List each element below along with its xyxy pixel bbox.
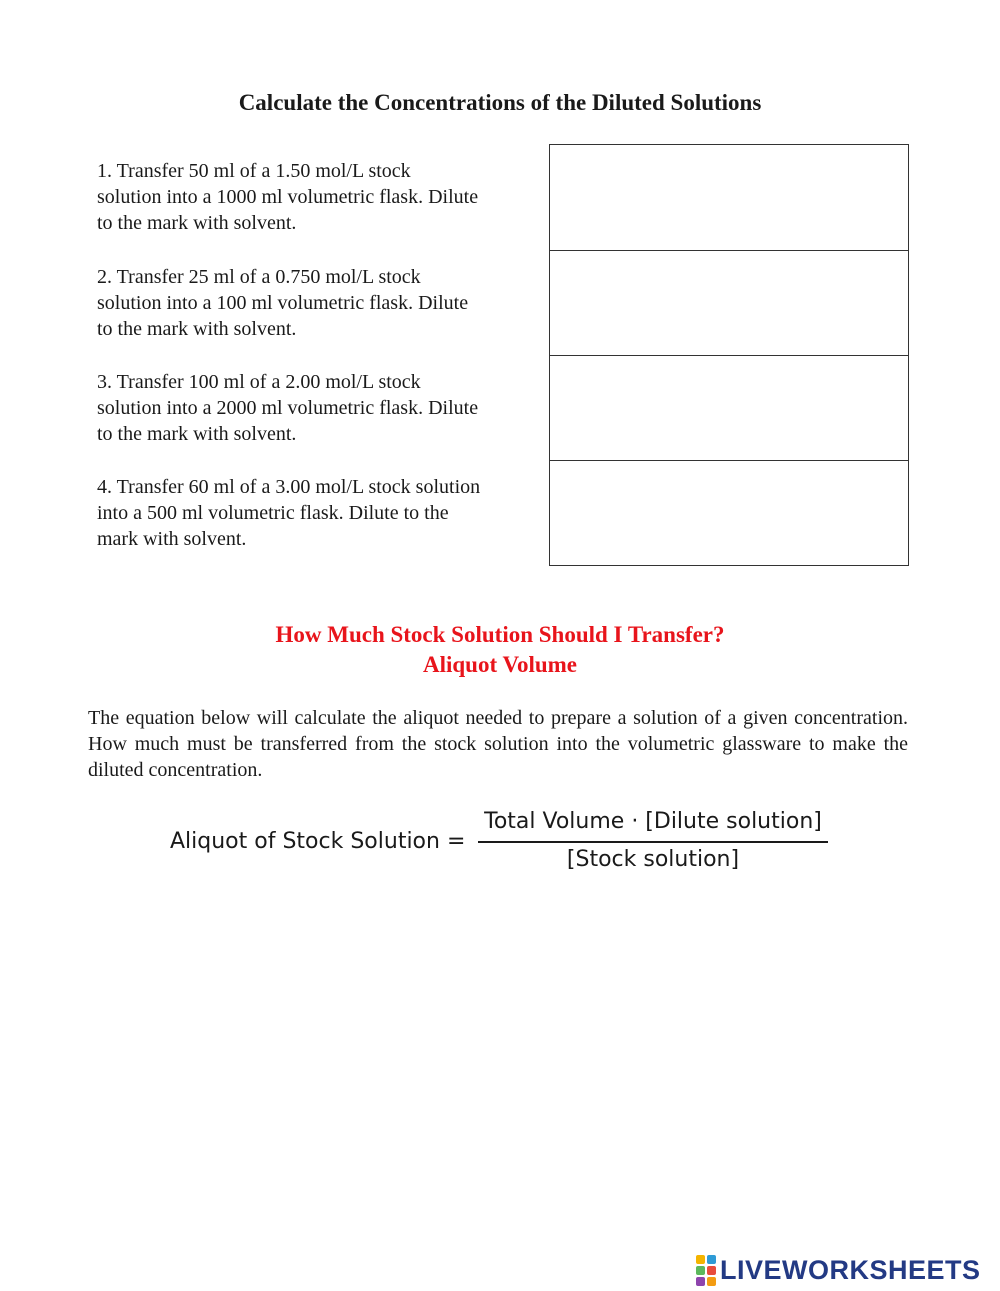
answer-box-4[interactable] bbox=[549, 460, 909, 566]
liveworksheets-logo-icon bbox=[696, 1255, 716, 1286]
problem-1-text: 1. Transfer 50 ml of a 1.50 mol/L stock solution into a 1000 ml volumetric flask. Dilute to the mark with solvent. bbox=[97, 160, 479, 234]
answer-box-2[interactable] bbox=[549, 250, 909, 356]
aliquot-equation bbox=[170, 805, 870, 885]
intro-paragraph: The equation below will calculate the aliquot needed to prepare a solution of a given concentration. How much must be transferred from the stock solution into the volumetric glassware to make the diluted concentration. bbox=[88, 707, 908, 781]
liveworksheets-logo bbox=[696, 1252, 981, 1288]
answer-box-3[interactable] bbox=[549, 355, 909, 461]
equation-numerator: Total Volume · [Dilute solution] bbox=[484, 809, 822, 834]
problem-2-text: 2. Transfer 25 ml of a 0.750 mol/L stock solution into a 100 ml volumetric flask. Dilute to the mark with solvent. bbox=[97, 266, 469, 340]
section-heading-line-2: Aliquot Volume bbox=[422, 652, 577, 677]
page-title: Calculate the Concentrations of the Diluted Solutions bbox=[238, 90, 762, 115]
equation-denominator: [Stock solution] bbox=[566, 847, 740, 872]
answer-box-1[interactable] bbox=[549, 144, 909, 251]
equation-fraction bbox=[478, 805, 828, 877]
problem-3-text: 3. Transfer 100 ml of a 2.00 mol/L stock solution into a 2000 ml volumetric flask. Dilute to the mark with solvent. bbox=[97, 371, 479, 445]
logo-text: LIVEWORKSHEETS bbox=[720, 1254, 981, 1285]
section-heading-line-1: How Much Stock Solution Should I Transfer? bbox=[275, 622, 725, 647]
problem-4-text: 4. Transfer 60 ml of a 3.00 mol/L stock solution into a 500 ml volumetric flask. Dilute to the mark with solvent. bbox=[97, 476, 481, 550]
equation-lhs: Aliquot of Stock Solution = bbox=[170, 829, 466, 854]
section-heading bbox=[0, 620, 1000, 680]
